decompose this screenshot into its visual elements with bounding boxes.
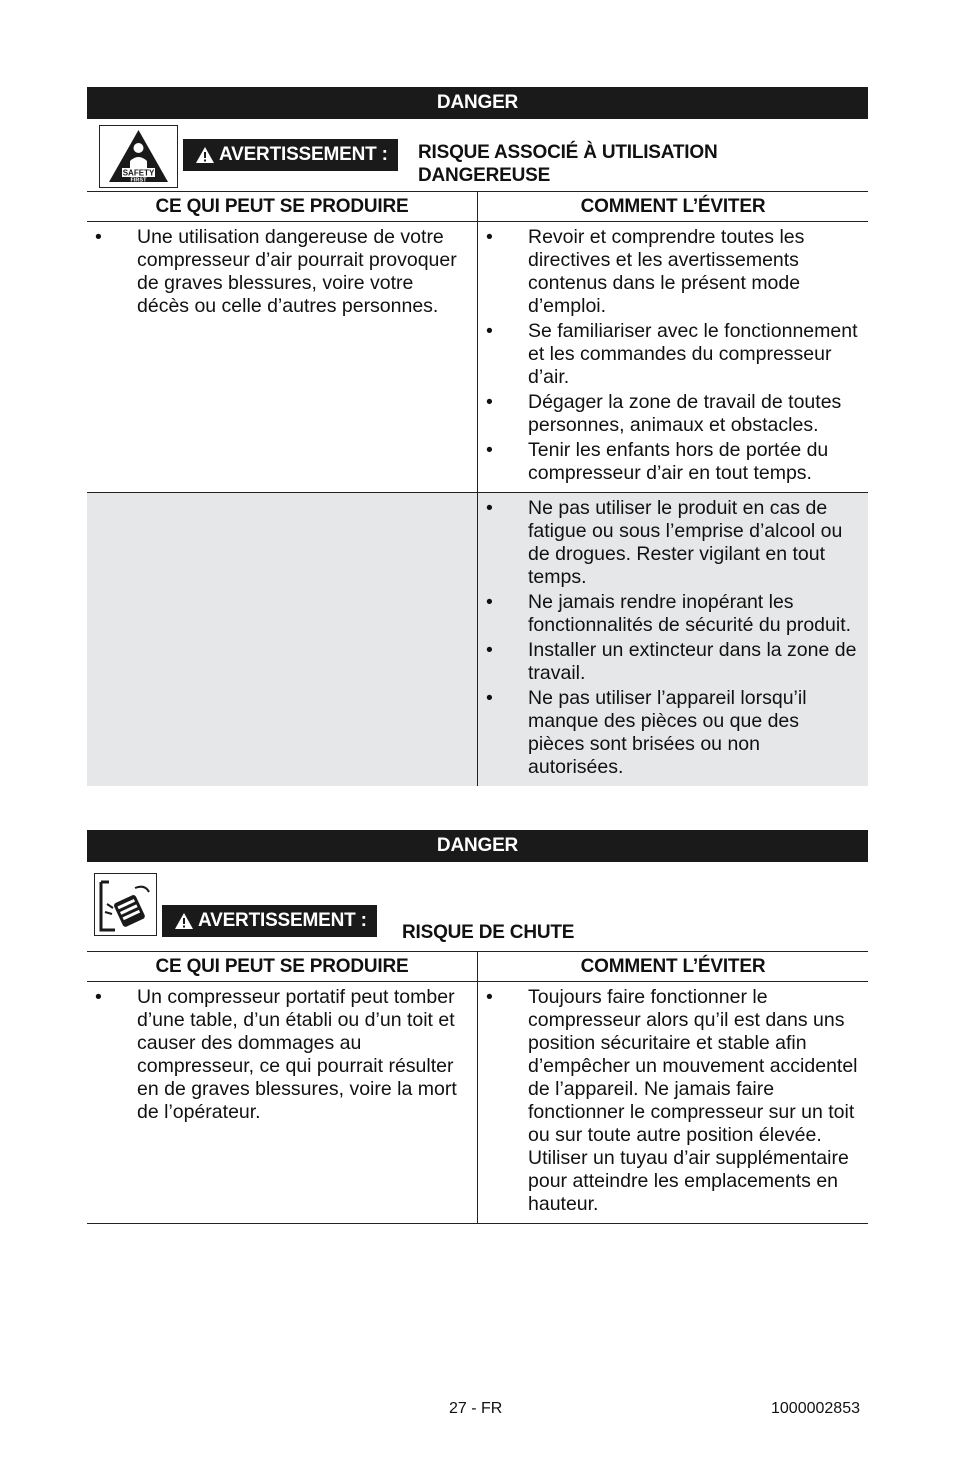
list-item — [478, 391, 868, 437]
danger-section-2 — [87, 830, 868, 1224]
table-cell — [87, 222, 478, 493]
safety-first-icon — [99, 125, 178, 188]
avertissement-badge — [183, 139, 398, 171]
warning-triangle-icon — [174, 912, 194, 930]
table-cell — [478, 493, 869, 787]
list-item-text: Ne pas utiliser le produit en cas de fatigue ou sous l’emprise d’alcool ou de drogues. Rester vigilant en tout temps. — [528, 497, 843, 588]
list-item-text: Revoir et comprendre toutes les directives et les avertissements contenus dans le présent mode d’emploi. — [528, 226, 805, 317]
list-item-text: Une utilisation dangereuse de votre compresseur d’air pourrait provoquer de graves blessures, voire votre décès ou celle d’autres personnes. — [137, 226, 457, 317]
danger-band: DANGER — [87, 87, 868, 119]
bullet: • — [486, 320, 493, 342]
risk-title: RISQUE ASSOCIÉ À UTILISATION DANGEREUSE — [418, 142, 718, 186]
warning-header — [87, 862, 868, 951]
risk-title: RISQUE DE CHUTE — [402, 922, 575, 943]
document-number: 1000002853 — [771, 1400, 860, 1417]
bullet: • — [95, 986, 102, 1008]
bullet: • — [95, 226, 102, 248]
list-item — [478, 320, 868, 389]
danger-section-1 — [87, 87, 868, 786]
table-cell — [478, 222, 869, 493]
list-item — [87, 986, 477, 1124]
svg-text:SAFETY: SAFETY — [122, 168, 155, 178]
bullet: • — [486, 391, 493, 413]
table-cell — [87, 493, 478, 787]
bullet: • — [486, 591, 493, 613]
list-item-text: Installer un extincteur dans la zone de travail. — [528, 639, 857, 684]
list-item-text: Ne jamais rendre inopérant les fonctionnalités de sécurité du produit. — [528, 591, 852, 636]
bullet: • — [486, 439, 493, 461]
list-item-text: Dégager la zone de travail de toutes personnes, animaux et obstacles. — [528, 391, 842, 436]
list-item — [478, 986, 868, 1216]
page-number: 27 - FR — [449, 1400, 503, 1417]
list-item — [478, 639, 868, 685]
danger-band: DANGER — [87, 830, 868, 862]
table-cell — [478, 982, 869, 1224]
hazard-table-2 — [87, 951, 868, 1224]
column-header-right: COMMENT L’ÉVITER — [478, 952, 869, 982]
bullet: • — [486, 986, 493, 1008]
list-item — [478, 591, 868, 637]
warning-triangle-icon — [195, 146, 215, 164]
badge-label: AVERTISSEMENT : — [219, 144, 388, 165]
list-item-text: Un compresseur portatif peut tomber d’une table, d’un établi ou d’un toit et causer des dommages au compresseur, ce qui pourrait résulter en de graves blessures, voire la mort de l’opérateur. — [137, 986, 457, 1123]
bullet: • — [486, 226, 493, 248]
falling-compressor-icon — [94, 873, 157, 936]
list-item — [87, 226, 477, 318]
warning-header — [87, 119, 868, 191]
list-item-text: Tenir les enfants hors de portée du compresseur d’air en tout temps. — [528, 439, 829, 484]
svg-text:FIRST: FIRST — [130, 177, 147, 184]
avertissement-badge — [162, 905, 377, 937]
list-item — [478, 497, 868, 589]
hazard-table-1 — [87, 191, 868, 786]
badge-label: AVERTISSEMENT : — [198, 910, 367, 931]
bullet: • — [486, 639, 493, 661]
list-item — [478, 226, 868, 318]
list-item-text: Se familiariser avec le fonctionnement et les commandes du compresseur d’air. — [528, 320, 858, 388]
table-cell — [87, 982, 478, 1224]
bullet: • — [486, 497, 493, 519]
bullet: • — [486, 687, 493, 709]
list-item-text: Toujours faire fonctionner le compresseur alors qu’il est dans uns position sécuritaire et stable afin d’empêcher un mouvement accidentel de l’appareil. Ne jamais faire fonctionner le compresseur sur un toit ou sur toute autre position élevée. Utiliser un tuyau d’air supplémentaire pour atteindre les emplacements en hauteur. — [528, 986, 858, 1215]
column-header-right: COMMENT L’ÉVITER — [478, 192, 869, 222]
column-header-left: CE QUI PEUT SE PRODUIRE — [87, 952, 478, 982]
list-item — [478, 439, 868, 485]
list-item — [478, 687, 868, 779]
list-item-text: Ne pas utiliser l’appareil lorsqu’il manque des pièces ou que des pièces sont brisées ou non autorisées. — [528, 687, 807, 778]
column-header-left: CE QUI PEUT SE PRODUIRE — [87, 192, 478, 222]
